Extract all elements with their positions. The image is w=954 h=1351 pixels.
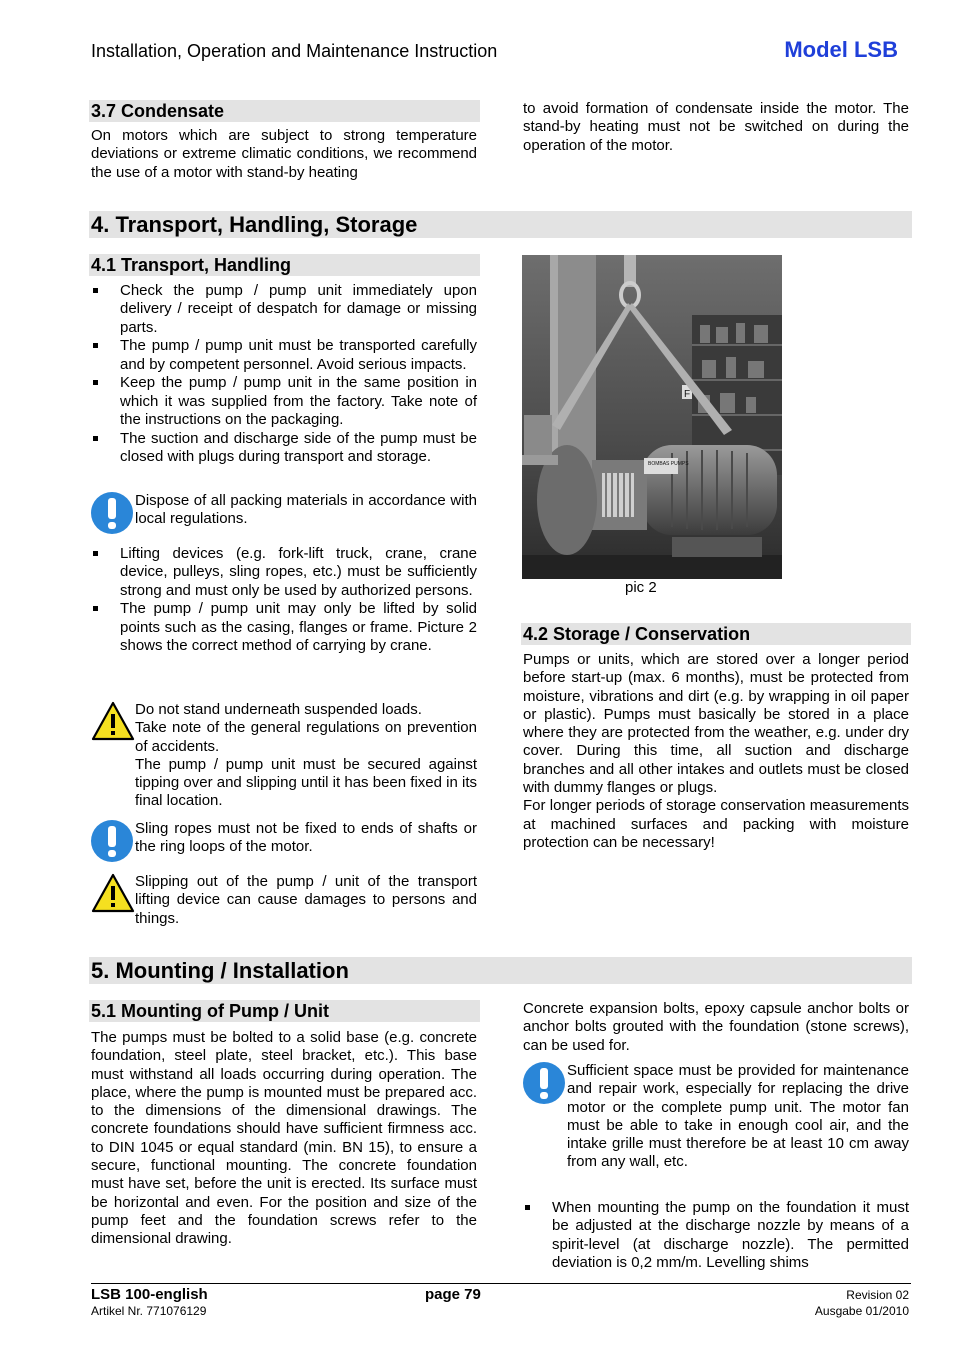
bullet-square-icon	[93, 343, 98, 348]
list-item: Lifting devices (e.g. fork-lift truck, crane, crane device, pulleys, sling ropes, etc.) must be sufficiently strong and must only be used by authorized persons.	[91, 545, 477, 600]
model-title: Model LSB	[784, 37, 898, 62]
warning-suspended-loads: Do not stand underneath suspended loads. Take note of the general regulations on prevention of accidents. The pump / pump unit must be secured against tipping over and slipping until it has been fixed in its final location.	[91, 701, 477, 811]
mounting-bullet-list	[523, 1199, 909, 1273]
exclamation-icon	[91, 492, 133, 534]
list-item: The pump / pump unit may only be lifted by solid points such as the casing, flanges or frame. Picture 2 shows the correct method of carrying by crane.	[91, 600, 477, 655]
condensate-text-right: to avoid formation of condensate inside the motor. The stand-by heating must not be switched on during the operation of the motor.	[523, 100, 909, 154]
footer-divider	[91, 1283, 911, 1284]
section-4-heading: 4. Transport, Handling, Storage	[89, 211, 912, 238]
exclamation-icon	[91, 820, 133, 862]
pump-plate-text: BOMBAS PUMPS	[648, 461, 689, 467]
bullet-square-icon	[93, 288, 98, 293]
bullet-square-icon	[93, 380, 98, 385]
bullet-square-icon	[93, 551, 98, 556]
section-3-7-heading: 3.7 Condensate	[89, 100, 480, 122]
photo-marker-text: F	[684, 389, 691, 400]
transport-bullet-list-1	[91, 282, 477, 467]
note-dispose: Dispose of all packing materials in accordance with local regulations.	[91, 492, 477, 534]
mounting-text-left: The pumps must be bolted to a solid base (e.g. concrete foundation, steel plate, steel bracket, etc.). This base must withstand all loads occurring during operation. The place, where the pump is mounted must be prepared acc. to the dimensions of the dimensional drawings. The concrete foundations should have sufficient firmness acc. to DIN 1045 or equal standard (min. BN 15), to ensure a secure, functional mounting. The concrete foundation must have set, before the unit is erected. Its surface must be horizontal and even. For the position and size of the pump feet and the foundation screws refer to the dimensional drawing.	[91, 1029, 477, 1248]
list-item: Keep the pump / pump unit in the same position in which it was supplied from the factory. Take note of the instructions on the packaging.	[91, 374, 477, 429]
exclamation-icon	[523, 1062, 565, 1104]
bullet-square-icon	[93, 436, 98, 441]
pump-crane-illustration	[522, 255, 782, 579]
footer-revision: Revision 02	[846, 1288, 909, 1302]
section-5-1-heading: 5.1 Mounting of Pump / Unit	[89, 1000, 480, 1022]
bullet-square-icon	[525, 1205, 530, 1210]
photo-caption: pic 2	[625, 579, 657, 596]
note-sling-ropes: Sling ropes must not be fixed to ends of shafts or the ring loops of the motor.	[91, 820, 477, 862]
list-item: When mounting the pump on the foundation it must be adjusted at the discharge nozzle by means of a spirit-level (at discharge nozzle). The permitted deviation is 0,2 mm/m. Levelling shims	[523, 1199, 909, 1272]
pump-lifting-photo	[522, 255, 782, 579]
warning-slipping: Slipping out of the pump / unit of the transport lifting device can cause damages to persons and things.	[91, 873, 477, 928]
transport-bullet-list-2	[91, 545, 477, 656]
warning-triangle-icon	[91, 701, 135, 741]
section-4-2-heading: 4.2 Storage / Conservation	[521, 623, 911, 645]
footer-doc-name: LSB 100-english	[91, 1286, 208, 1303]
warning-triangle-icon	[91, 873, 135, 913]
storage-text: Pumps or units, which are stored over a longer period before start-up (max. 6 months), must be protected from moisture, vibrations and dirt (e.g. by wrapping in oil paper or plastic). Pumps must basically be stored in a place where they are protected from the weather, e.g. under dry cover. During this time, all suction and discharge branches and all other intakes and outlets must be closed with dummy flanges or plugs. For longer periods of storage conservation measurements at machined surfaces and packing with moisture protection can be necessary!	[523, 651, 909, 851]
footer-article-number: Artikel Nr. 771076129	[91, 1304, 207, 1318]
footer-issue: Ausgabe 01/2010	[814, 1304, 909, 1318]
bullet-square-icon	[93, 606, 98, 611]
list-item: Check the pump / pump unit immediately upon delivery / receipt of despatch for damage or missing parts.	[91, 282, 477, 337]
document-title: Installation, Operation and Maintenance Instruction	[91, 41, 498, 61]
note-sufficient-space: Sufficient space must be provided for maintenance and repair work, especially for replacing the drive motor or the complete pump unit. The motor fan must be able to take in enough cool air, and the intake grille must therefore be at least 10 cm away from any wall, etc.	[523, 1062, 909, 1172]
mounting-text-right: Concrete expansion bolts, epoxy capsule anchor bolts or anchor bolts grouted with the foundation (stone screws), can be used for.	[523, 1000, 909, 1054]
condensate-text-left: On motors which are subject to strong temperature deviations or extreme climatic conditions, we recommend the use of a motor with stand-by heating	[91, 127, 477, 181]
section-4-1-heading: 4.1 Transport, Handling	[89, 254, 480, 276]
footer-page-number: page 79	[425, 1286, 481, 1303]
list-item: The pump / pump unit must be transported carefully and by competent personnel. Avoid serious impacts.	[91, 337, 477, 374]
section-5-heading: 5. Mounting / Installation	[89, 957, 912, 984]
list-item: The suction and discharge side of the pump must be closed with plugs during transport and storage.	[91, 430, 477, 467]
